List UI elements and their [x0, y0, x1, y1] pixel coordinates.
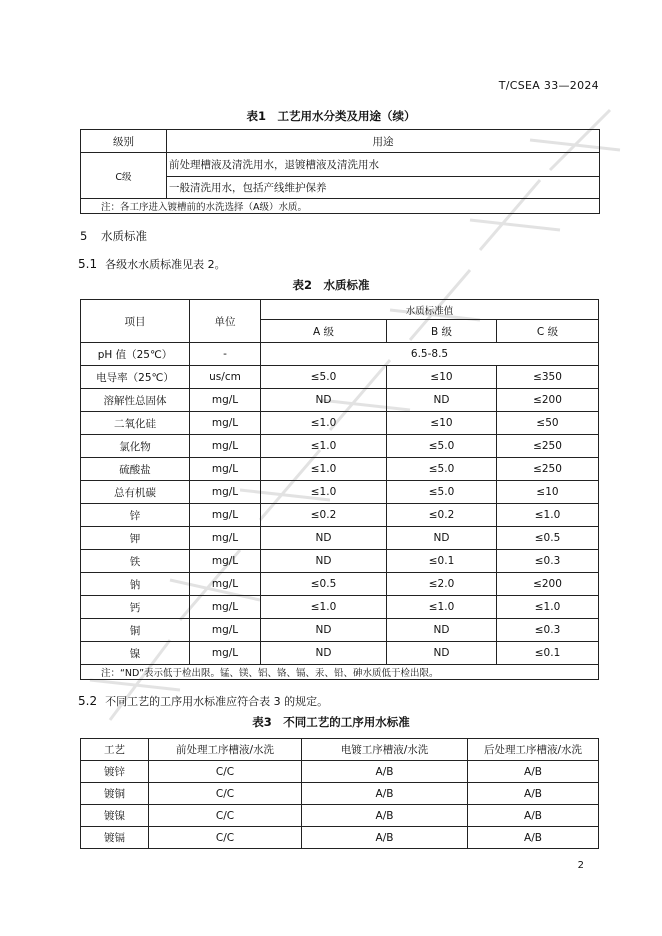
table2-row [81, 573, 599, 596]
table2-cell-item: 镍 [81, 642, 190, 665]
section5-heading [80, 228, 147, 244]
table3-cell-process: 镀锌 [81, 761, 149, 783]
table2-cell-b: ≤5.0 [387, 481, 497, 504]
table3-header-pre: 前处理工序槽液/水洗 [149, 739, 302, 761]
table2-cell-b: ≤0.1 [387, 550, 497, 573]
table1-note: 注：各工序进入镀槽前的水洗选择（A级）水质。 [81, 199, 600, 214]
table2-row [81, 642, 599, 665]
table2-note: 注：“ND”表示低于检出限。锰、镁、铝、铬、镉、汞、铅、砷水质低于检出限。 [81, 665, 599, 680]
table2-header-c: C 级 [497, 320, 599, 343]
table2-cell-b: ND [387, 527, 497, 550]
clause-5-1 [78, 256, 226, 272]
table3-row [81, 761, 599, 783]
table2-cell-c: ≤0.1 [497, 642, 599, 665]
table2-cell-unit: us/cm [190, 366, 261, 389]
table3-row [81, 805, 599, 827]
table3-cell-pre: C/C [149, 783, 302, 805]
table2-cell-a: ≤1.0 [261, 596, 387, 619]
table2-row [81, 481, 599, 504]
table2-cell-a: ≤0.2 [261, 504, 387, 527]
clause-5-2-text: 不同工艺的工序用水标准应符合表 3 的规定。 [105, 695, 329, 708]
table2-header-a: A 级 [261, 320, 387, 343]
table2-cell-b: ≤10 [387, 366, 497, 389]
table2-row [81, 550, 599, 573]
table1-use-2: 一般清洗用水，包括产线维护保养 [167, 177, 600, 199]
table2-cell-a: ND [261, 619, 387, 642]
table2-cell-unit: mg/L [190, 619, 261, 642]
table3 [80, 738, 599, 849]
table1-header-level: 级别 [81, 130, 167, 153]
table1 [80, 129, 600, 214]
table3-header-post: 后处理工序槽液/水洗 [468, 739, 599, 761]
table2-cell-unit: mg/L [190, 412, 261, 435]
table2-cell-unit: mg/L [190, 481, 261, 504]
table2-header-group: 水质标准值 [261, 300, 599, 320]
table2-cell-unit: mg/L [190, 458, 261, 481]
table2-cell-unit: mg/L [190, 435, 261, 458]
table2-cell-a: ≤0.5 [261, 573, 387, 596]
table2-cell-c: ≤1.0 [497, 504, 599, 527]
table2-cell-item: 溶解性总固体 [81, 389, 190, 412]
table2-cell-b: ND [387, 619, 497, 642]
section5-number: 5 [80, 229, 88, 243]
table2-row [81, 619, 599, 642]
table2-row [81, 435, 599, 458]
clause-5-2-number: 5.2 [78, 694, 98, 708]
table2-cell-c: ≤200 [497, 573, 599, 596]
table2-row [81, 527, 599, 550]
table2-cell-unit: mg/L [190, 504, 261, 527]
table2-cell-a: ≤1.0 [261, 412, 387, 435]
table2-cell-b: ≤0.2 [387, 504, 497, 527]
table2-cell-c: ≤250 [497, 458, 599, 481]
table2-row [81, 596, 599, 619]
table2-cell-c: ≤50 [497, 412, 599, 435]
table2-cell-b: ≤10 [387, 412, 497, 435]
table1-header-use: 用途 [167, 130, 600, 153]
table2-row [81, 412, 599, 435]
table2-cell-c: ≤250 [497, 435, 599, 458]
table2-cell-b: ≤5.0 [387, 458, 497, 481]
table3-cell-pre: C/C [149, 761, 302, 783]
table2-cell-c: ≤1.0 [497, 596, 599, 619]
table2-ph-item: pH 值（25℃） [81, 343, 190, 366]
table3-cell-process: 镀镍 [81, 805, 149, 827]
table2-cell-c: ≤350 [497, 366, 599, 389]
table2-cell-c: ≤0.3 [497, 619, 599, 642]
table2-cell-a: ≤1.0 [261, 458, 387, 481]
table3-cell-pre: C/C [149, 805, 302, 827]
document-code: T/CSEA 33—2024 [498, 79, 599, 92]
table2-cell-b: ≤1.0 [387, 596, 497, 619]
clause-5-1-number: 5.1 [78, 257, 98, 271]
table2-cell-item: 钠 [81, 573, 190, 596]
table2-cell-a: ND [261, 527, 387, 550]
table3-cell-post: A/B [468, 783, 599, 805]
clause-5-2 [78, 693, 328, 709]
table3-cell-post: A/B [468, 761, 599, 783]
table2-cell-unit: mg/L [190, 642, 261, 665]
table2-cell-b: ≤2.0 [387, 573, 497, 596]
table2-cell-unit: mg/L [190, 596, 261, 619]
table2-cell-b: ND [387, 389, 497, 412]
table2-cell-c: ≤0.5 [497, 527, 599, 550]
table3-header-plating: 电镀工序槽液/水洗 [302, 739, 468, 761]
table3-cell-plating: A/B [302, 783, 468, 805]
table2-ph-unit: - [190, 343, 261, 366]
table2-cell-item: 锌 [81, 504, 190, 527]
table2-cell-item: 钾 [81, 527, 190, 550]
table2-cell-item: 硫酸盐 [81, 458, 190, 481]
table2-cell-a: ≤1.0 [261, 481, 387, 504]
table2-ph-value: 6.5-8.5 [261, 343, 599, 366]
table2-row [81, 458, 599, 481]
table2-caption: 表2 水质标准 [292, 278, 370, 292]
table1-use-1: 前处理槽液及清洗用水，退镀槽液及清洗用水 [167, 153, 600, 177]
table2-cell-b: ≤5.0 [387, 435, 497, 458]
table2-cell-item: 二氧化硅 [81, 412, 190, 435]
table2-cell-item: 氯化物 [81, 435, 190, 458]
table3-cell-pre: C/C [149, 827, 302, 849]
table3-cell-post: A/B [468, 805, 599, 827]
table3-cell-plating: A/B [302, 827, 468, 849]
table2-cell-unit: mg/L [190, 527, 261, 550]
table3-cell-plating: A/B [302, 805, 468, 827]
table3-cell-process: 镀铜 [81, 783, 149, 805]
table3-header-process: 工艺 [81, 739, 149, 761]
table2-cell-b: ND [387, 642, 497, 665]
table3-cell-plating: A/B [302, 761, 468, 783]
table2-row [81, 366, 599, 389]
table2-cell-a: ND [261, 389, 387, 412]
table2-cell-item: 总有机碳 [81, 481, 190, 504]
table1-caption: 表1 工艺用水分类及用途（续） [246, 109, 416, 123]
table2-cell-a: ≤5.0 [261, 366, 387, 389]
table2-cell-c: ≤200 [497, 389, 599, 412]
table2-cell-unit: mg/L [190, 573, 261, 596]
table3-row [81, 827, 599, 849]
table2-header-unit: 单位 [190, 300, 261, 343]
table3-cell-process: 镀镉 [81, 827, 149, 849]
clause-5-1-text: 各级水水质标准见表 2。 [105, 258, 226, 271]
table2-header-item: 项目 [81, 300, 190, 343]
table2-cell-item: 铁 [81, 550, 190, 573]
table2-cell-item: 钙 [81, 596, 190, 619]
table3-cell-post: A/B [468, 827, 599, 849]
table2-cell-item: 电导率（25℃） [81, 366, 190, 389]
table2-cell-a: ND [261, 550, 387, 573]
table2-row [81, 389, 599, 412]
table2-cell-c: ≤10 [497, 481, 599, 504]
table2-header-b: B 级 [387, 320, 497, 343]
table2-cell-unit: mg/L [190, 389, 261, 412]
table2-cell-a: ≤1.0 [261, 435, 387, 458]
table3-caption: 表3 不同工艺的工序用水标准 [252, 715, 410, 729]
table2-cell-item: 铜 [81, 619, 190, 642]
table2-cell-a: ND [261, 642, 387, 665]
table2-cell-unit: mg/L [190, 550, 261, 573]
table2-cell-c: ≤0.3 [497, 550, 599, 573]
table2-row [81, 504, 599, 527]
table3-row [81, 783, 599, 805]
page-number: 2 [577, 860, 584, 871]
table1-level-c: C级 [81, 153, 167, 199]
section5-title: 水质标准 [100, 229, 147, 243]
table2 [80, 299, 599, 680]
